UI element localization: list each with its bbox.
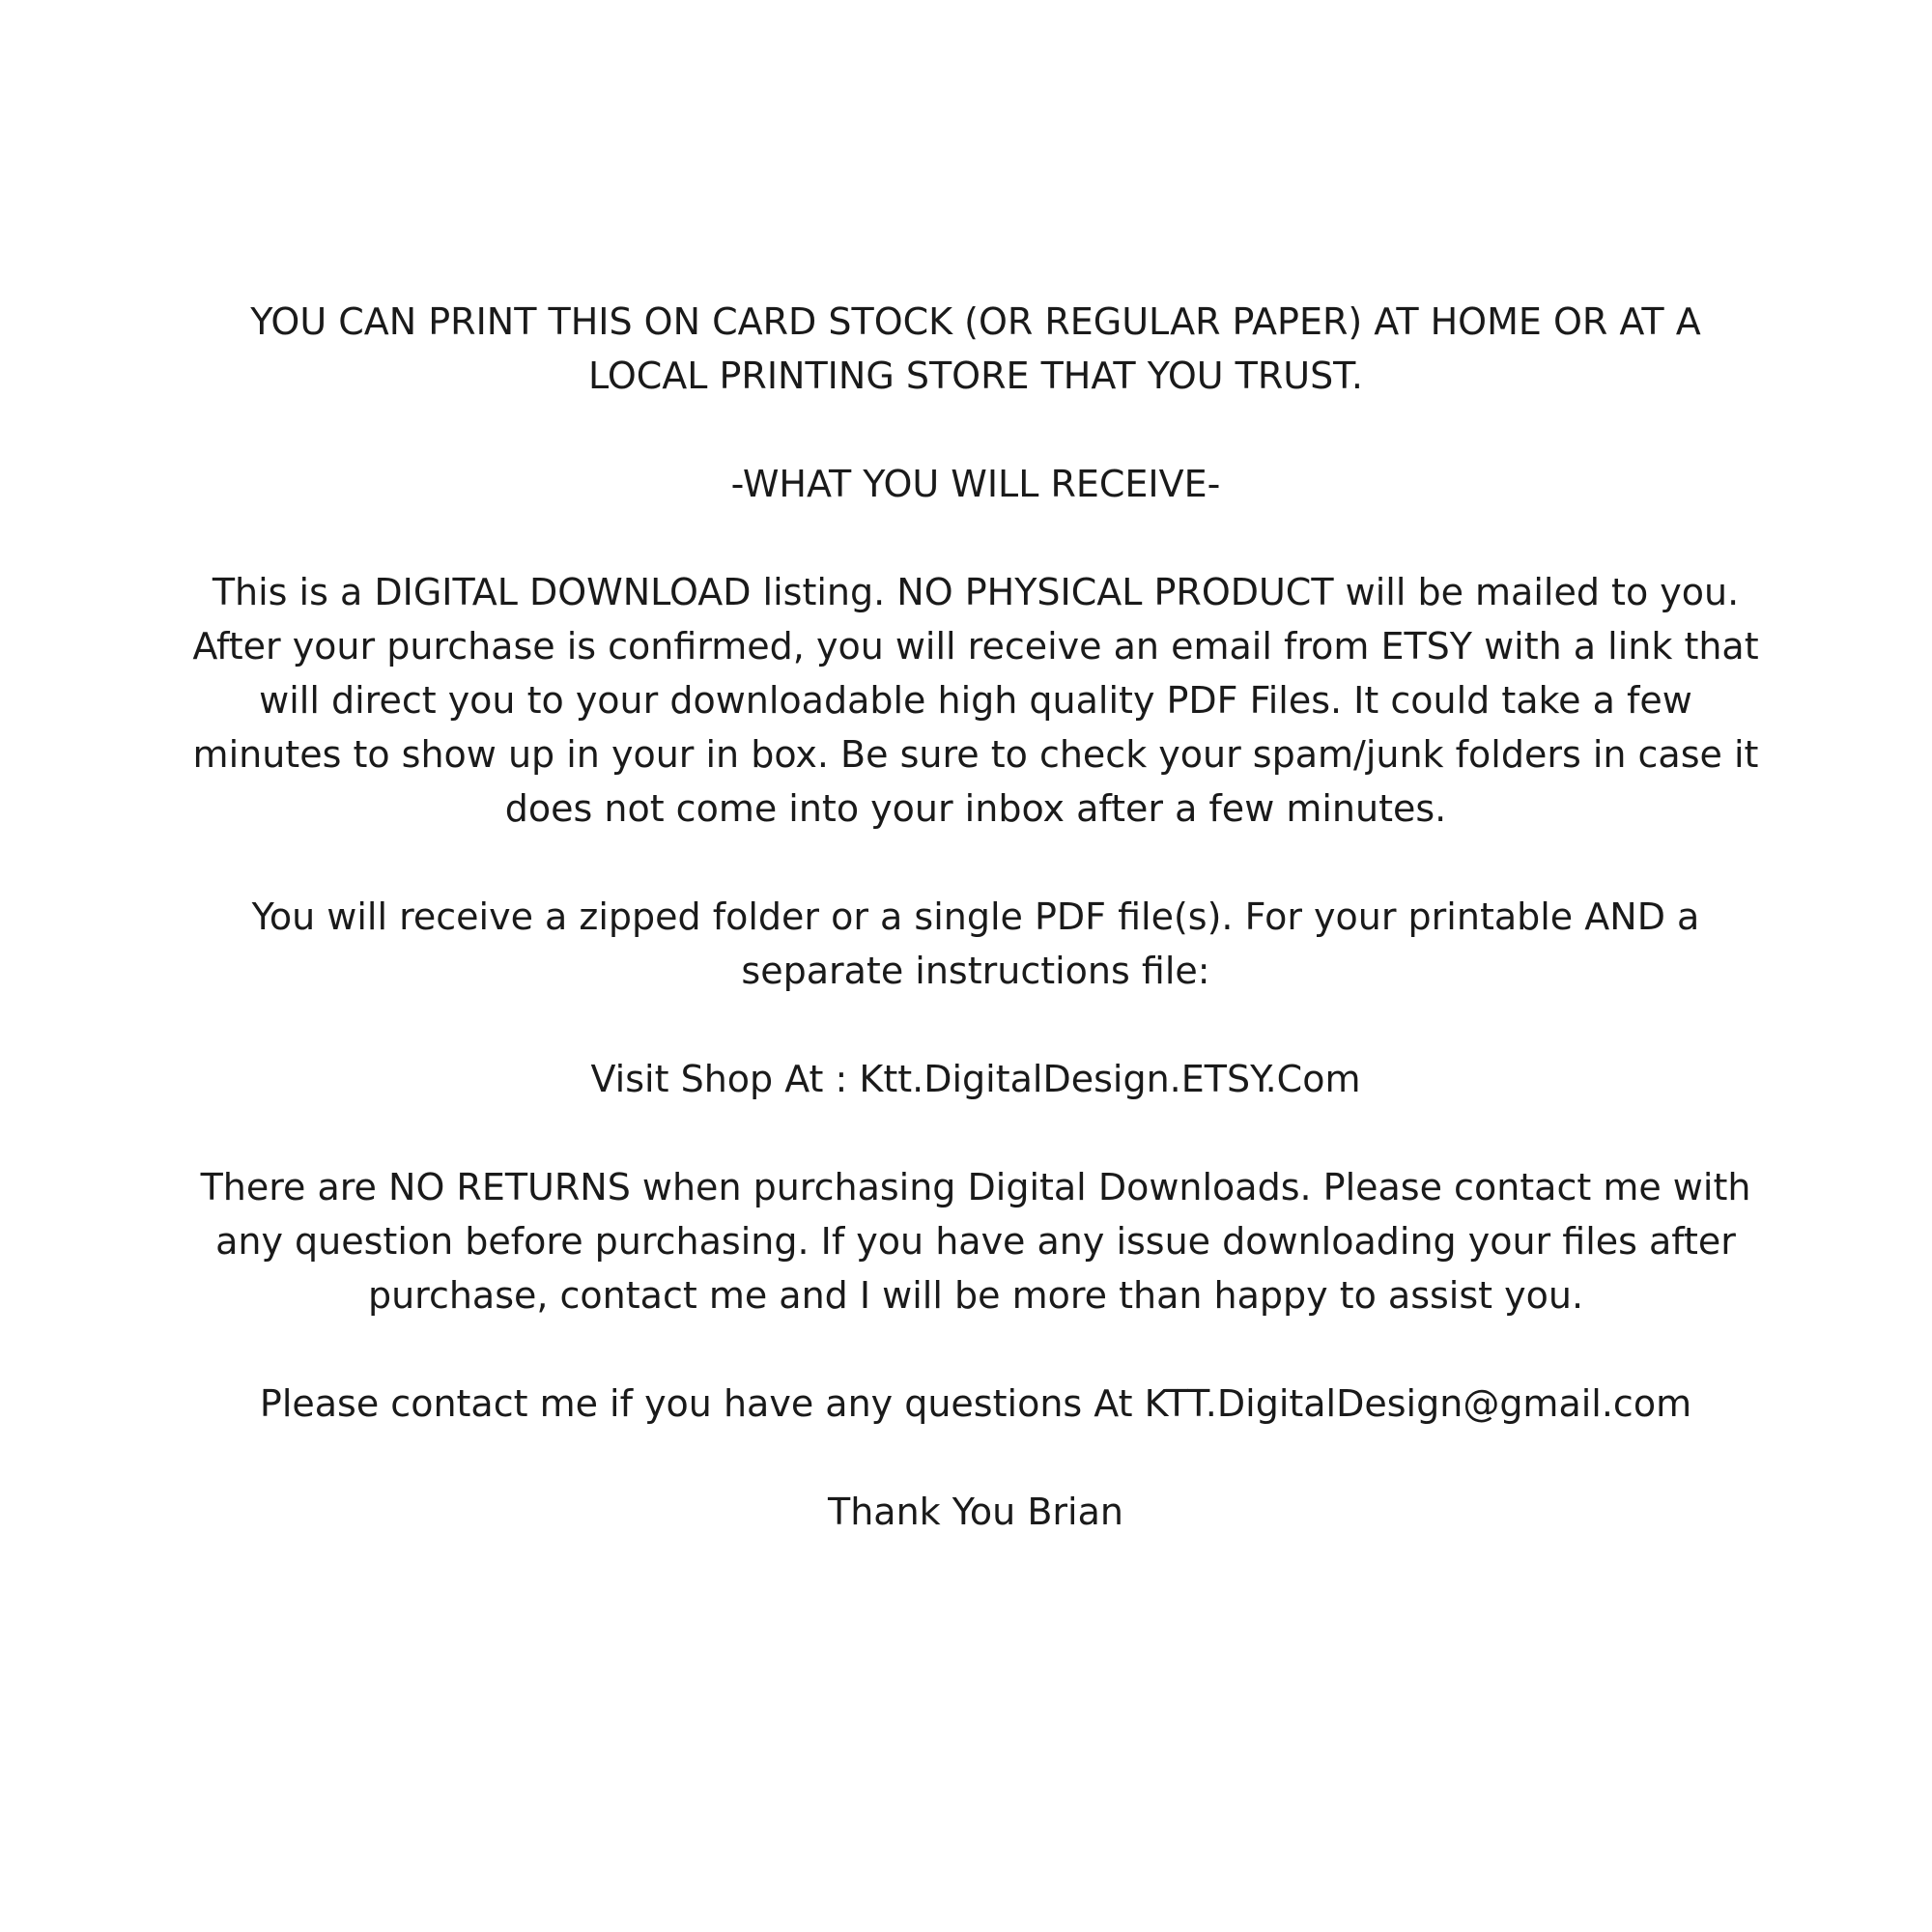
download-info-paragraph: This is a DIGITAL DOWNLOAD listing. NO PHYSICAL PRODUCT will be mailed to you. After your purchase is confirmed, you will receive an email from ETSY with a link that will direct you to your downloadable high quality PDF Files. It could take a few minutes to show up in your in box. Be sure to check your spam/junk folders in case it does not come into your inbox after a few minutes.	[192, 571, 1759, 830]
section-heading: -WHAT YOU WILL RECEIVE-	[730, 463, 1221, 505]
shop-link-text: Visit Shop At : Ktt.DigitalDesign.ETSY.Com	[590, 1058, 1361, 1100]
returns-policy-paragraph: There are NO RETURNS when purchasing Digital Downloads. Please contact me with any question before purchasing. If you have any issue downloading your files after purchase, contact me and I will be more than happy to assist you.	[200, 1166, 1751, 1317]
files-info-paragraph: You will receive a zipped folder or a single PDF file(s). For your printable AND a separate instructions file:	[251, 895, 1700, 992]
print-notice: YOU CAN PRINT THIS ON CARD STOCK (OR REGULAR PAPER) AT HOME OR AT A LOCAL PRINTING STORE THAT YOU TRUST.	[250, 300, 1701, 397]
signoff-text: Thank You Brian	[828, 1491, 1123, 1533]
listing-info-document	[184, 295, 1768, 1539]
contact-info-text: Please contact me if you have any questions At KTT.DigitalDesign@gmail.com	[259, 1382, 1692, 1425]
